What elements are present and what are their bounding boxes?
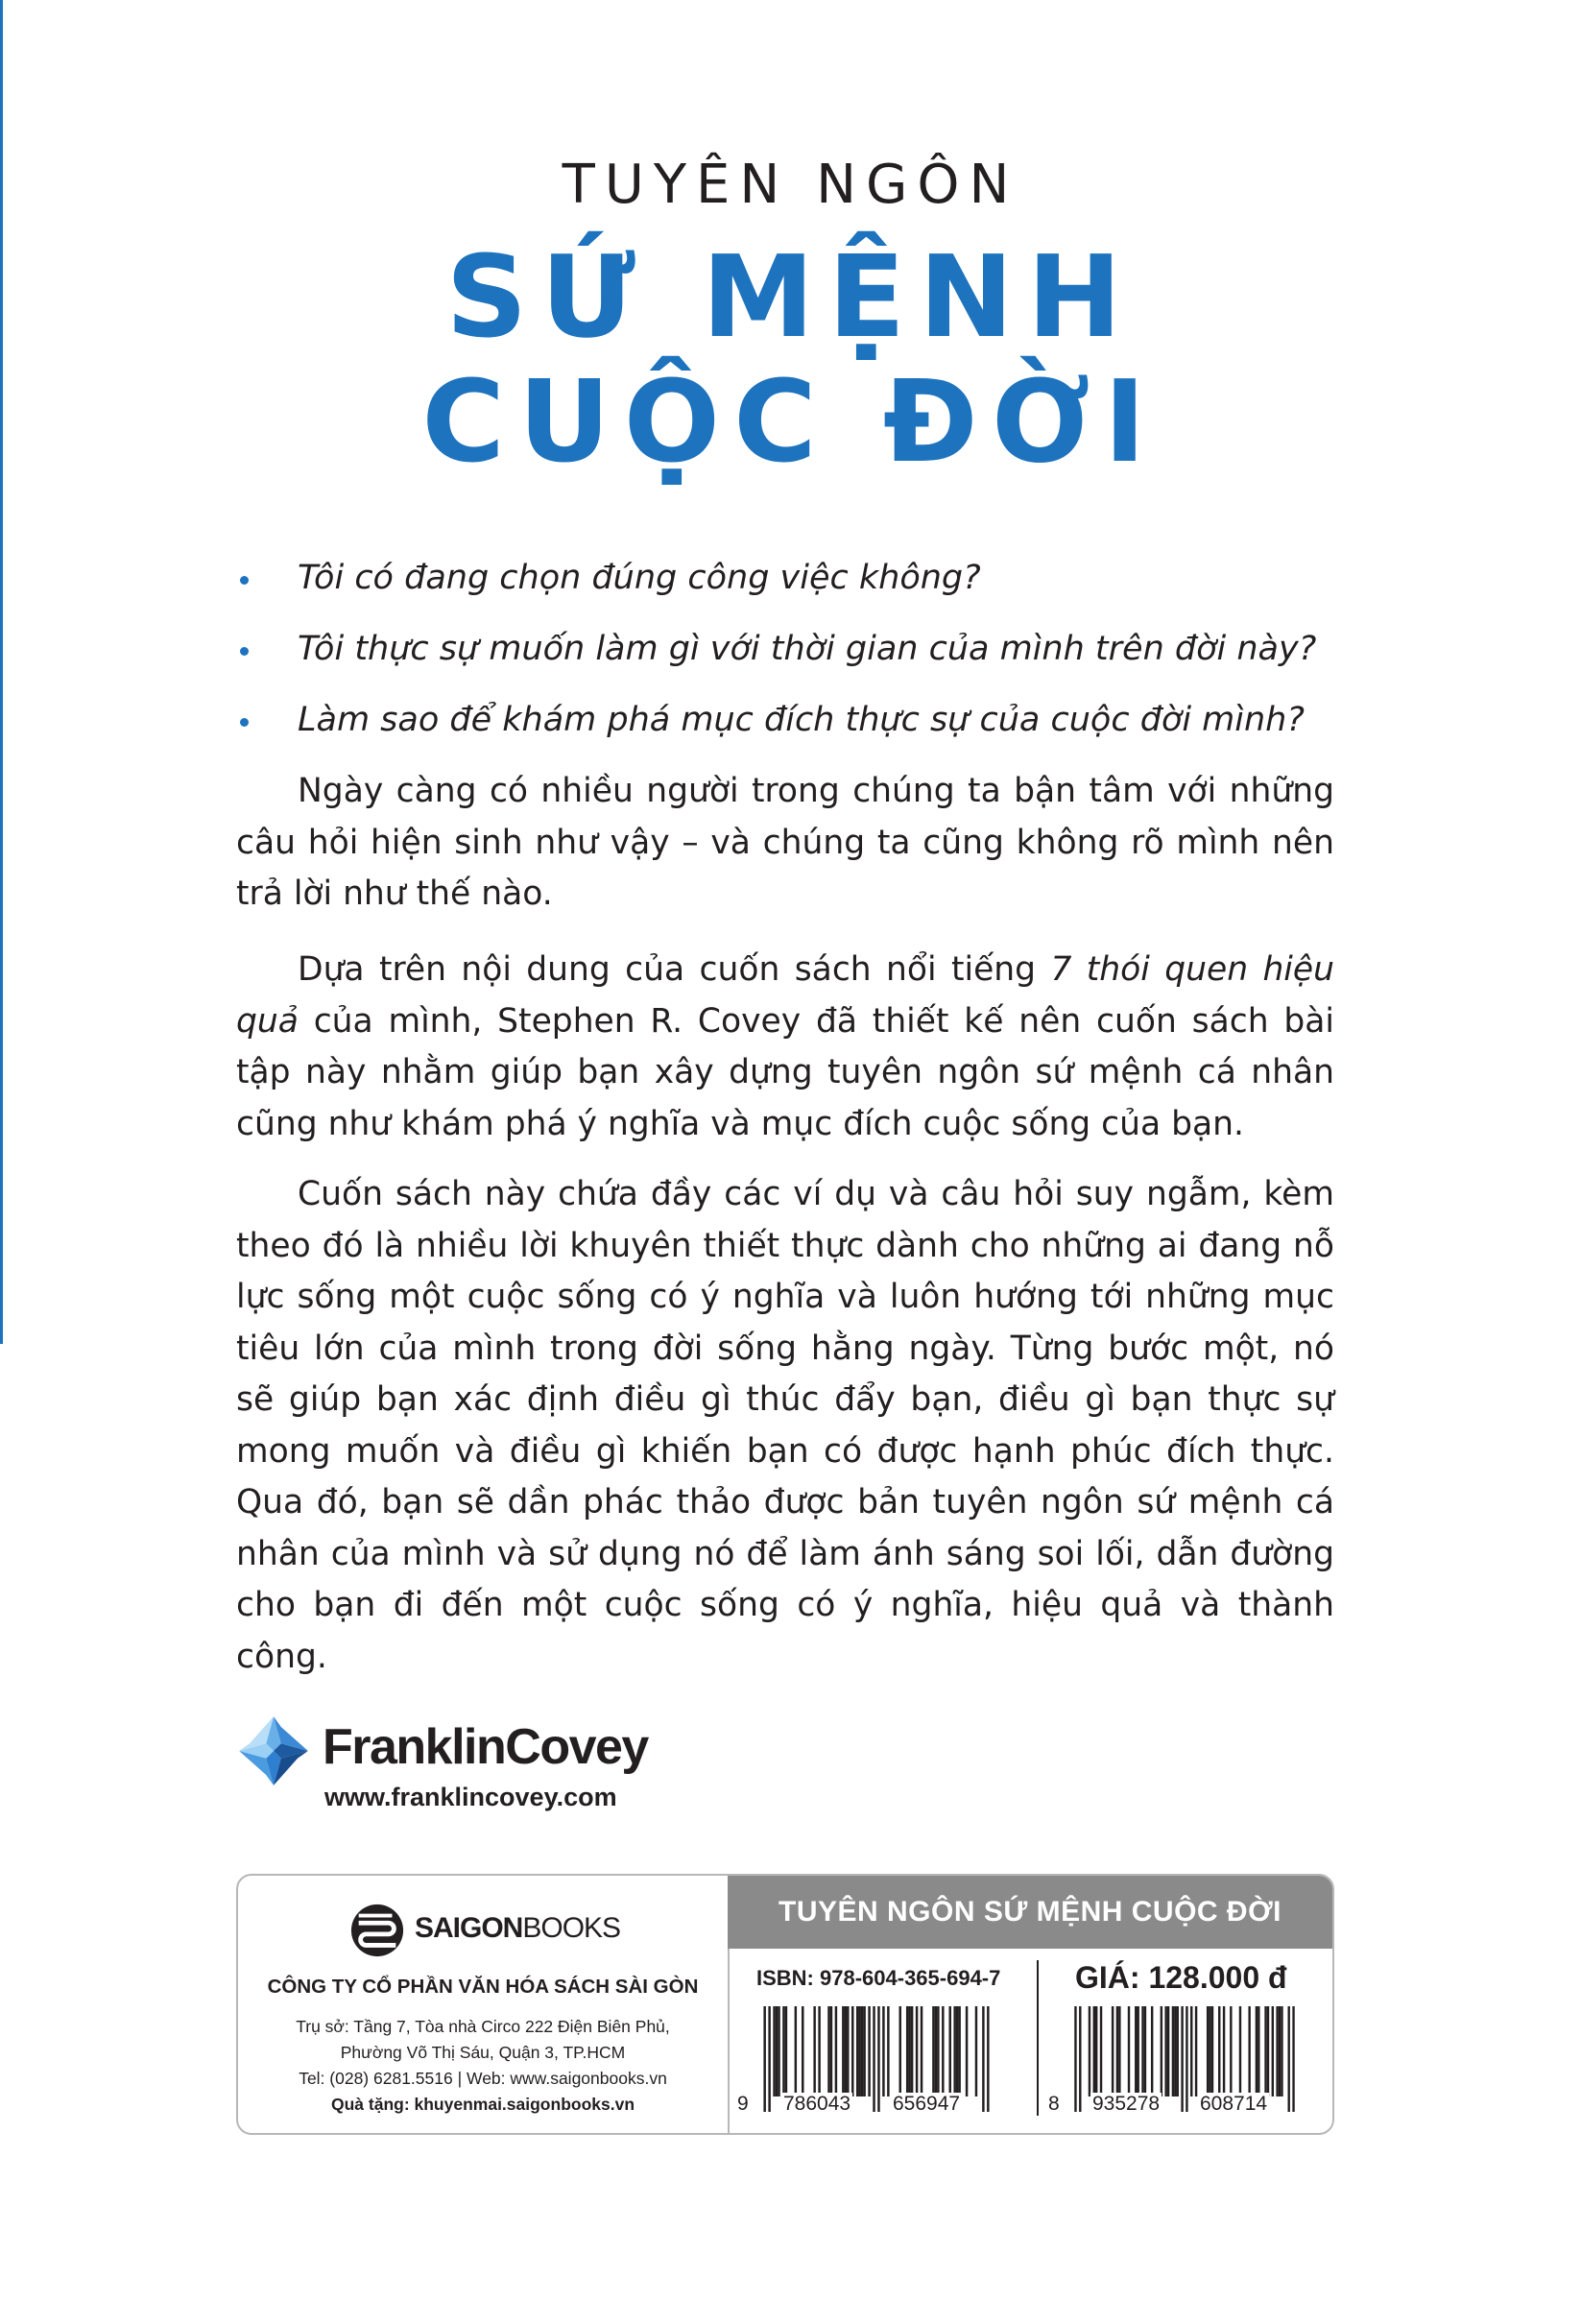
- list-item: [236, 697, 1340, 743]
- barcode-digits-right: 608714: [1200, 2093, 1268, 2115]
- paragraph-covey: [236, 945, 1334, 1150]
- barcode-bar: [785, 2006, 787, 2096]
- barcode-bar: [906, 2006, 908, 2096]
- barcode-bar: [1279, 2006, 1281, 2096]
- barcode-bar: [1089, 2006, 1090, 2096]
- title-line-1: SỨ MỆNH: [445, 230, 1136, 363]
- barcode-bar: [1223, 2006, 1225, 2096]
- barcode-bar: [863, 2006, 865, 2096]
- barcode-bar: [856, 2006, 858, 2096]
- publisher-logo-bold: SAIGON: [415, 1912, 523, 1944]
- barcode-digits-right: 656947: [893, 2093, 961, 2115]
- barcode-bar: [847, 2006, 849, 2096]
- barcode-digit-first: 8: [1048, 2093, 1060, 2115]
- barcode-bar: [987, 2006, 989, 2112]
- barcode-bar: [1137, 2006, 1138, 2096]
- barcode-bar: [911, 2006, 913, 2096]
- barcode-bar: [958, 2006, 960, 2096]
- brand-name: FranklinCovey: [323, 1719, 648, 1775]
- publisher-logo-light: BOOKS: [522, 1912, 621, 1944]
- question-text: Tôi thực sự muốn làm gì với thời gian của mình trên đời này?: [298, 630, 1317, 668]
- price-label: GIÁ: 128.000 đ: [1075, 1960, 1287, 1995]
- barcode-bar: [1264, 2006, 1266, 2096]
- barcode-bar: [782, 2006, 784, 2096]
- barcode-bar: [942, 2006, 944, 2096]
- barcode-bar: [1135, 2006, 1137, 2096]
- list-item: [236, 555, 1340, 601]
- barcode-bar: [778, 2006, 779, 2096]
- barcode-bar: [1209, 2006, 1210, 2096]
- barcode-bar: [1181, 2006, 1183, 2112]
- barcode-bar: [966, 2006, 968, 2096]
- barcode-bar: [932, 2006, 934, 2096]
- barcode-bar: [953, 2006, 955, 2096]
- barcode-bar: [768, 2006, 770, 2112]
- paragraph-text: Dựa trên nội dung của cuốn sách nổi tiếng: [298, 950, 1051, 989]
- barcode-bar: [937, 2006, 939, 2096]
- barcode-bar: [1167, 2006, 1169, 2096]
- barcode-bar: [842, 2006, 844, 2096]
- list-item: [236, 626, 1340, 672]
- publisher-contact: Tel: (028) 6281.5516 | Web: www.saigonbooks.vn: [299, 2069, 667, 2088]
- barcode-bar: [1172, 2006, 1174, 2096]
- question-text: Làm sao để khám phá mục đích thực sự của cuộc đời mình?: [298, 701, 1305, 739]
- barcode-bar: [1211, 2006, 1213, 2096]
- barcode-bar: [1128, 2006, 1130, 2096]
- barcode-bar: [813, 2006, 815, 2096]
- barcode-bar: [763, 2006, 765, 2112]
- bullet-icon: [240, 718, 249, 727]
- barcode-bar: [1144, 2006, 1146, 2096]
- barcode-bar: [1116, 2006, 1118, 2096]
- barcode-bar: [845, 2006, 847, 2096]
- panel-divider: [728, 1949, 730, 2133]
- question-text: Tôi có đang chọn đúng công việc không?: [298, 559, 981, 597]
- barcode-bar: [1207, 2006, 1209, 2096]
- barcode-bar: [1164, 2006, 1166, 2096]
- barcode-bar: [1177, 2006, 1179, 2096]
- publisher-panel: [236, 1874, 1334, 2135]
- barcode-bar: [956, 2006, 958, 2096]
- paragraph-description: Cuốn sách này chứa đầy các ví dụ và câu hỏi suy ngẫm, kèm theo đó là nhiều lời khuyên thiết thực dành cho những ai đang nỗ lực sống một cuộc sống có ý nghĩa và luôn hướng tới những mục tiêu lớn của mình trong đời sống hằng ngày. Từng bước một, nó sẽ giúp bạn xác định điều gì thúc đẩy bạn, điều gì bạn thực sự mong muốn và điều gì khiến bạn có được hạnh phúc đích thực. Qua đó, bạn sẽ dần phác thảo được bản tuyên ngôn sứ mệnh cá nhân của mình và sử dụng nó để làm ánh sáng soi lối, dẫn đường cho bạn đi đến một cuộc sống có ý nghĩa, hiệu quả và thành công.: [236, 1175, 1334, 1676]
- barcode-divider: [1037, 1960, 1039, 2116]
- brand-url[interactable]: www.franklincovey.com: [324, 1783, 617, 1811]
- barcode-bar: [861, 2006, 863, 2096]
- barcode-bar: [873, 2006, 874, 2112]
- barcode-digits-left: 786043: [783, 2093, 851, 2115]
- barcode-bar: [1272, 2006, 1274, 2096]
- barcode-bar: [1174, 2006, 1176, 2096]
- publisher-gift: Quà tặng: khuyenmai.saigonbooks.vn: [330, 2095, 635, 2114]
- barcode-bar: [1292, 2006, 1294, 2112]
- barcode-bar: [887, 2006, 889, 2096]
- barcode-digit-first: 9: [737, 2093, 749, 2115]
- publisher-company: CÔNG TY CỔ PHẦN VĂN HÓA SÁCH SÀI GÒN: [267, 1976, 699, 1998]
- barcode-bar: [1281, 2006, 1282, 2096]
- barcode-bar: [1118, 2006, 1120, 2096]
- barcode-bar: [908, 2006, 910, 2096]
- barcode-bar: [1093, 2006, 1095, 2096]
- book-title-reference: 7 thói quen hiệu quả: [236, 950, 1334, 1041]
- barcode-bar: [868, 2006, 870, 2096]
- barcode-bar: [877, 2006, 879, 2112]
- barcode-digits-left: 935278: [1092, 2093, 1161, 2115]
- barcode-bar: [899, 2006, 901, 2096]
- bullet-icon: [240, 647, 249, 656]
- barcode-bar: [935, 2006, 937, 2096]
- isbn-label: ISBN: 978-604-365-694-7: [756, 1966, 1001, 1990]
- barcode-bar: [1079, 2006, 1081, 2112]
- publisher-address-line-2: Phường Võ Thị Sáu, Quận 3, TP.HCM: [340, 2043, 626, 2062]
- barcode-bar: [1186, 2006, 1187, 2112]
- barcode-bar: [1100, 2006, 1102, 2096]
- barcode-bar: [982, 2006, 984, 2112]
- barcode-bar: [1074, 2006, 1076, 2112]
- barcode-bar: [773, 2006, 775, 2096]
- paragraph-intro: Ngày càng có nhiều người trong chúng ta bận tâm với những câu hỏi hiện sinh như vậy – và chúng ta cũng không rõ mình nên trả lời như thế nào.: [236, 772, 1334, 913]
- barcode-bar: [1161, 2006, 1162, 2096]
- barcode-bar: [1095, 2006, 1097, 2096]
- franklincovey-star-icon: [236, 1713, 311, 1788]
- barcode-bar: [776, 2006, 778, 2096]
- paragraph-text: của mình, Stephen R. Covey đã thiết kế nên cuốn sách bài tập này nhằm giúp bạn xây dựng tuyên ngôn sứ mệnh cá nhân cũng như khám phá ý nghĩa và mục đích cuộc sống của bạn.: [236, 1001, 1334, 1143]
- barcode-bar: [1276, 2006, 1278, 2096]
- saigonbooks-logo-icon: [349, 1903, 405, 1958]
- barcode-bar: [1112, 2006, 1114, 2096]
- publisher-logo-text: [415, 1912, 620, 1945]
- barcode-bar: [1195, 2006, 1197, 2096]
- barcode-bar: [858, 2006, 860, 2096]
- publisher-address-line-1: Trụ sở: Tầng 7, Tòa nhà Circo 222 Điện Biên Phủ,: [296, 2017, 670, 2036]
- barcode-bar: [1218, 2006, 1220, 2096]
- bullet-icon: [240, 576, 249, 585]
- product-title-bar: TUYÊN NGÔN SỨ MỆNH CUỘC ĐỜI: [728, 1876, 1332, 1949]
- barcode-bar: [1141, 2006, 1143, 2096]
- barcode-bar: [1248, 2006, 1250, 2096]
- question-list: [236, 555, 1340, 768]
- barcode-bar: [1151, 2006, 1153, 2096]
- title-line-2: CUỘC ĐỜI: [421, 355, 1160, 488]
- barcode-bar: [827, 2006, 829, 2096]
- barcode-bar: [1288, 2006, 1290, 2112]
- barcode-bar: [1239, 2006, 1241, 2096]
- title-kicker: TUYÊN NGÔN: [562, 154, 1019, 216]
- barcode-bar: [802, 2006, 803, 2096]
- publisher-info: [238, 1876, 728, 2133]
- barcode-bar: [1267, 2006, 1269, 2096]
- barcode-bar: [975, 2006, 977, 2096]
- barcode-bar: [1190, 2006, 1192, 2096]
- barcode-bar: [921, 2006, 922, 2096]
- barcode-bar: [948, 2006, 950, 2096]
- barcode-bar: [882, 2006, 884, 2096]
- barcode-bar: [1258, 2006, 1259, 2096]
- barcode-bar: [851, 2006, 853, 2096]
- barcode-bar: [1256, 2006, 1258, 2096]
- barcode-bar: [818, 2006, 820, 2096]
- barcode-bar: [835, 2006, 837, 2096]
- barcode-bar: [916, 2006, 918, 2096]
- barcode-bar: [795, 2006, 797, 2096]
- barcode-bar: [830, 2006, 832, 2096]
- barcode-bar: [1230, 2006, 1232, 2096]
